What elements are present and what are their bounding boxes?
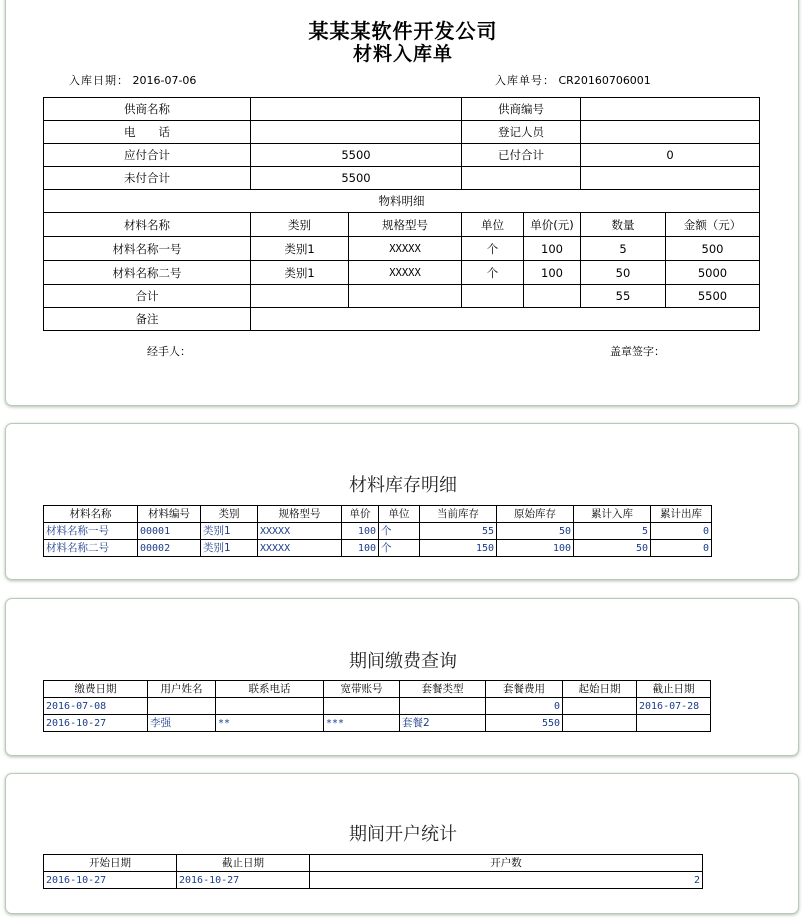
column-header: 金额（元） xyxy=(666,213,760,237)
table-cell xyxy=(637,715,711,732)
table-row xyxy=(44,698,711,715)
material-qty: 50 xyxy=(581,261,666,285)
table-cell: *** xyxy=(324,715,400,732)
paid-value: 0 xyxy=(581,144,760,167)
remark-value xyxy=(251,308,760,331)
table-cell: 50 xyxy=(497,523,574,540)
payments-card xyxy=(5,598,799,756)
table-cell: 2016-10-27 xyxy=(177,872,310,889)
phone-value xyxy=(251,121,462,144)
receipt-title: 材料入库单 xyxy=(352,43,453,65)
total-amount: 5500 xyxy=(666,285,760,308)
table-cell: 5 xyxy=(574,523,651,540)
table-cell: 套餐2 xyxy=(400,715,486,732)
column-header: 累计入库 xyxy=(574,506,651,523)
accounts-card xyxy=(5,773,799,914)
payable-label: 应付合计 xyxy=(44,144,251,167)
table-cell: 50 xyxy=(574,540,651,557)
column-header: 单价 xyxy=(342,506,379,523)
material-category: 类别1 xyxy=(251,237,349,261)
supplier-name-value xyxy=(251,98,462,121)
empty-cell xyxy=(462,285,524,308)
table-row xyxy=(44,540,712,557)
material-price: 100 xyxy=(524,237,581,261)
table-cell: 100 xyxy=(342,540,379,557)
total-row xyxy=(44,285,760,308)
table-cell: 0 xyxy=(651,540,712,557)
accounts-title: 期间开户统计 xyxy=(349,824,457,845)
table-cell: 100 xyxy=(342,523,379,540)
empty-cell xyxy=(251,285,349,308)
table-cell: 2016-10-27 xyxy=(44,715,148,732)
table-cell: 2 xyxy=(310,872,703,889)
detail-row xyxy=(44,237,760,261)
table-cell: 00001 xyxy=(138,523,201,540)
payments-header-row xyxy=(44,681,711,698)
paid-label: 已付合计 xyxy=(462,144,581,167)
table-row xyxy=(44,715,711,732)
column-header: 开始日期 xyxy=(44,855,177,872)
column-header: 单价(元) xyxy=(524,213,581,237)
column-header: 类别 xyxy=(201,506,258,523)
receipt-card xyxy=(5,0,799,406)
table-cell: 类别1 xyxy=(201,523,258,540)
supplier-name-label: 供商名称 xyxy=(44,98,251,121)
empty-cell xyxy=(462,167,581,190)
material-name: 材料名称一号 xyxy=(44,237,251,261)
company-name: 某某某软件开发公司 xyxy=(308,19,498,43)
inventory-title: 材料库存明细 xyxy=(349,475,457,496)
accounts-header-row xyxy=(44,855,703,872)
unpaid-value: 5500 xyxy=(251,167,462,190)
column-header: 材料编号 xyxy=(138,506,201,523)
table-cell: XXXXX xyxy=(258,523,342,540)
receipt-date-value: 2016-07-06 xyxy=(132,74,197,87)
remark-label: 备注 xyxy=(44,308,251,331)
column-header: 套餐类型 xyxy=(400,681,486,698)
supplier-code-label: 供商编号 xyxy=(462,98,581,121)
material-spec: XXXXX xyxy=(349,237,462,261)
receipt-form-table xyxy=(43,97,760,331)
material-name: 材料名称二号 xyxy=(44,261,251,285)
column-header: 累计出库 xyxy=(651,506,712,523)
column-header: 截止日期 xyxy=(177,855,310,872)
inventory-table xyxy=(43,505,712,557)
column-header: 类别 xyxy=(251,213,349,237)
material-spec: XXXXX xyxy=(349,261,462,285)
unpaid-label: 未付合计 xyxy=(44,167,251,190)
detail-row xyxy=(44,261,760,285)
registrar-value xyxy=(581,121,760,144)
column-header: 规格型号 xyxy=(349,213,462,237)
table-row xyxy=(44,872,703,889)
table-cell: 2016-10-27 xyxy=(44,872,177,889)
material-unit: 个 xyxy=(462,237,524,261)
column-header: 开户数 xyxy=(310,855,703,872)
receipt-date-label: 入库日期： xyxy=(69,74,129,87)
material-qty: 5 xyxy=(581,237,666,261)
table-cell: 2016-07-08 xyxy=(44,698,148,715)
empty-cell xyxy=(581,167,760,190)
total-qty: 55 xyxy=(581,285,666,308)
table-cell: 00002 xyxy=(138,540,201,557)
payments-table xyxy=(43,680,711,732)
table-cell: 150 xyxy=(420,540,497,557)
column-header: 数量 xyxy=(581,213,666,237)
column-header: 宽带账号 xyxy=(324,681,400,698)
receipt-number-label: 入库单号： xyxy=(495,74,555,87)
column-header: 材料名称 xyxy=(44,213,251,237)
registrar-label: 登记人员 xyxy=(462,121,581,144)
column-header: 缴费日期 xyxy=(44,681,148,698)
table-cell: 类别1 xyxy=(201,540,258,557)
details-header: 物料明细 xyxy=(44,190,760,213)
column-header: 单位 xyxy=(462,213,524,237)
material-price: 100 xyxy=(524,261,581,285)
column-header: 起始日期 xyxy=(563,681,637,698)
material-unit: 个 xyxy=(462,261,524,285)
column-header: 截止日期 xyxy=(637,681,711,698)
table-cell: 550 xyxy=(486,715,563,732)
remark-row xyxy=(44,308,760,331)
table-cell: 材料名称一号 xyxy=(44,523,138,540)
table-cell xyxy=(563,698,637,715)
supplier-code-value xyxy=(581,98,760,121)
total-label: 合计 xyxy=(44,285,251,308)
column-header: 联系电话 xyxy=(216,681,324,698)
accounts-table xyxy=(43,854,703,889)
table-cell: 0 xyxy=(651,523,712,540)
column-header: 原始库存 xyxy=(497,506,574,523)
receipt-number xyxy=(495,72,651,88)
table-cell: 个 xyxy=(379,540,420,557)
phone-label: 电 话 xyxy=(44,121,251,144)
column-header: 单位 xyxy=(379,506,420,523)
material-amount: 500 xyxy=(666,237,760,261)
material-amount: 5000 xyxy=(666,261,760,285)
table-cell xyxy=(563,715,637,732)
table-cell: 55 xyxy=(420,523,497,540)
table-cell xyxy=(216,698,324,715)
table-cell xyxy=(400,698,486,715)
table-cell: 材料名称二号 xyxy=(44,540,138,557)
column-header: 规格型号 xyxy=(258,506,342,523)
detail-columns-row xyxy=(44,213,760,237)
table-cell: 0 xyxy=(486,698,563,715)
payments-title: 期间缴费查询 xyxy=(349,651,457,672)
table-cell: 2016-07-28 xyxy=(637,698,711,715)
receipt-number-value: CR20160706001 xyxy=(558,74,651,87)
table-cell xyxy=(324,698,400,715)
column-header: 材料名称 xyxy=(44,506,138,523)
table-cell: ** xyxy=(216,715,324,732)
column-header: 套餐费用 xyxy=(486,681,563,698)
column-header: 当前库存 xyxy=(420,506,497,523)
empty-cell xyxy=(349,285,462,308)
table-cell: 100 xyxy=(497,540,574,557)
receipt-date xyxy=(69,72,196,88)
stamp-label: 盖章签字： xyxy=(610,345,665,358)
handler-label: 经手人： xyxy=(147,345,191,358)
payable-value: 5500 xyxy=(251,144,462,167)
material-category: 类别1 xyxy=(251,261,349,285)
table-cell: XXXXX xyxy=(258,540,342,557)
table-cell xyxy=(148,698,216,715)
column-header: 用户姓名 xyxy=(148,681,216,698)
table-row xyxy=(44,523,712,540)
empty-cell xyxy=(524,285,581,308)
inventory-card xyxy=(5,423,799,580)
table-cell: 个 xyxy=(379,523,420,540)
table-cell: 李强 xyxy=(148,715,216,732)
inventory-header-row xyxy=(44,506,712,523)
